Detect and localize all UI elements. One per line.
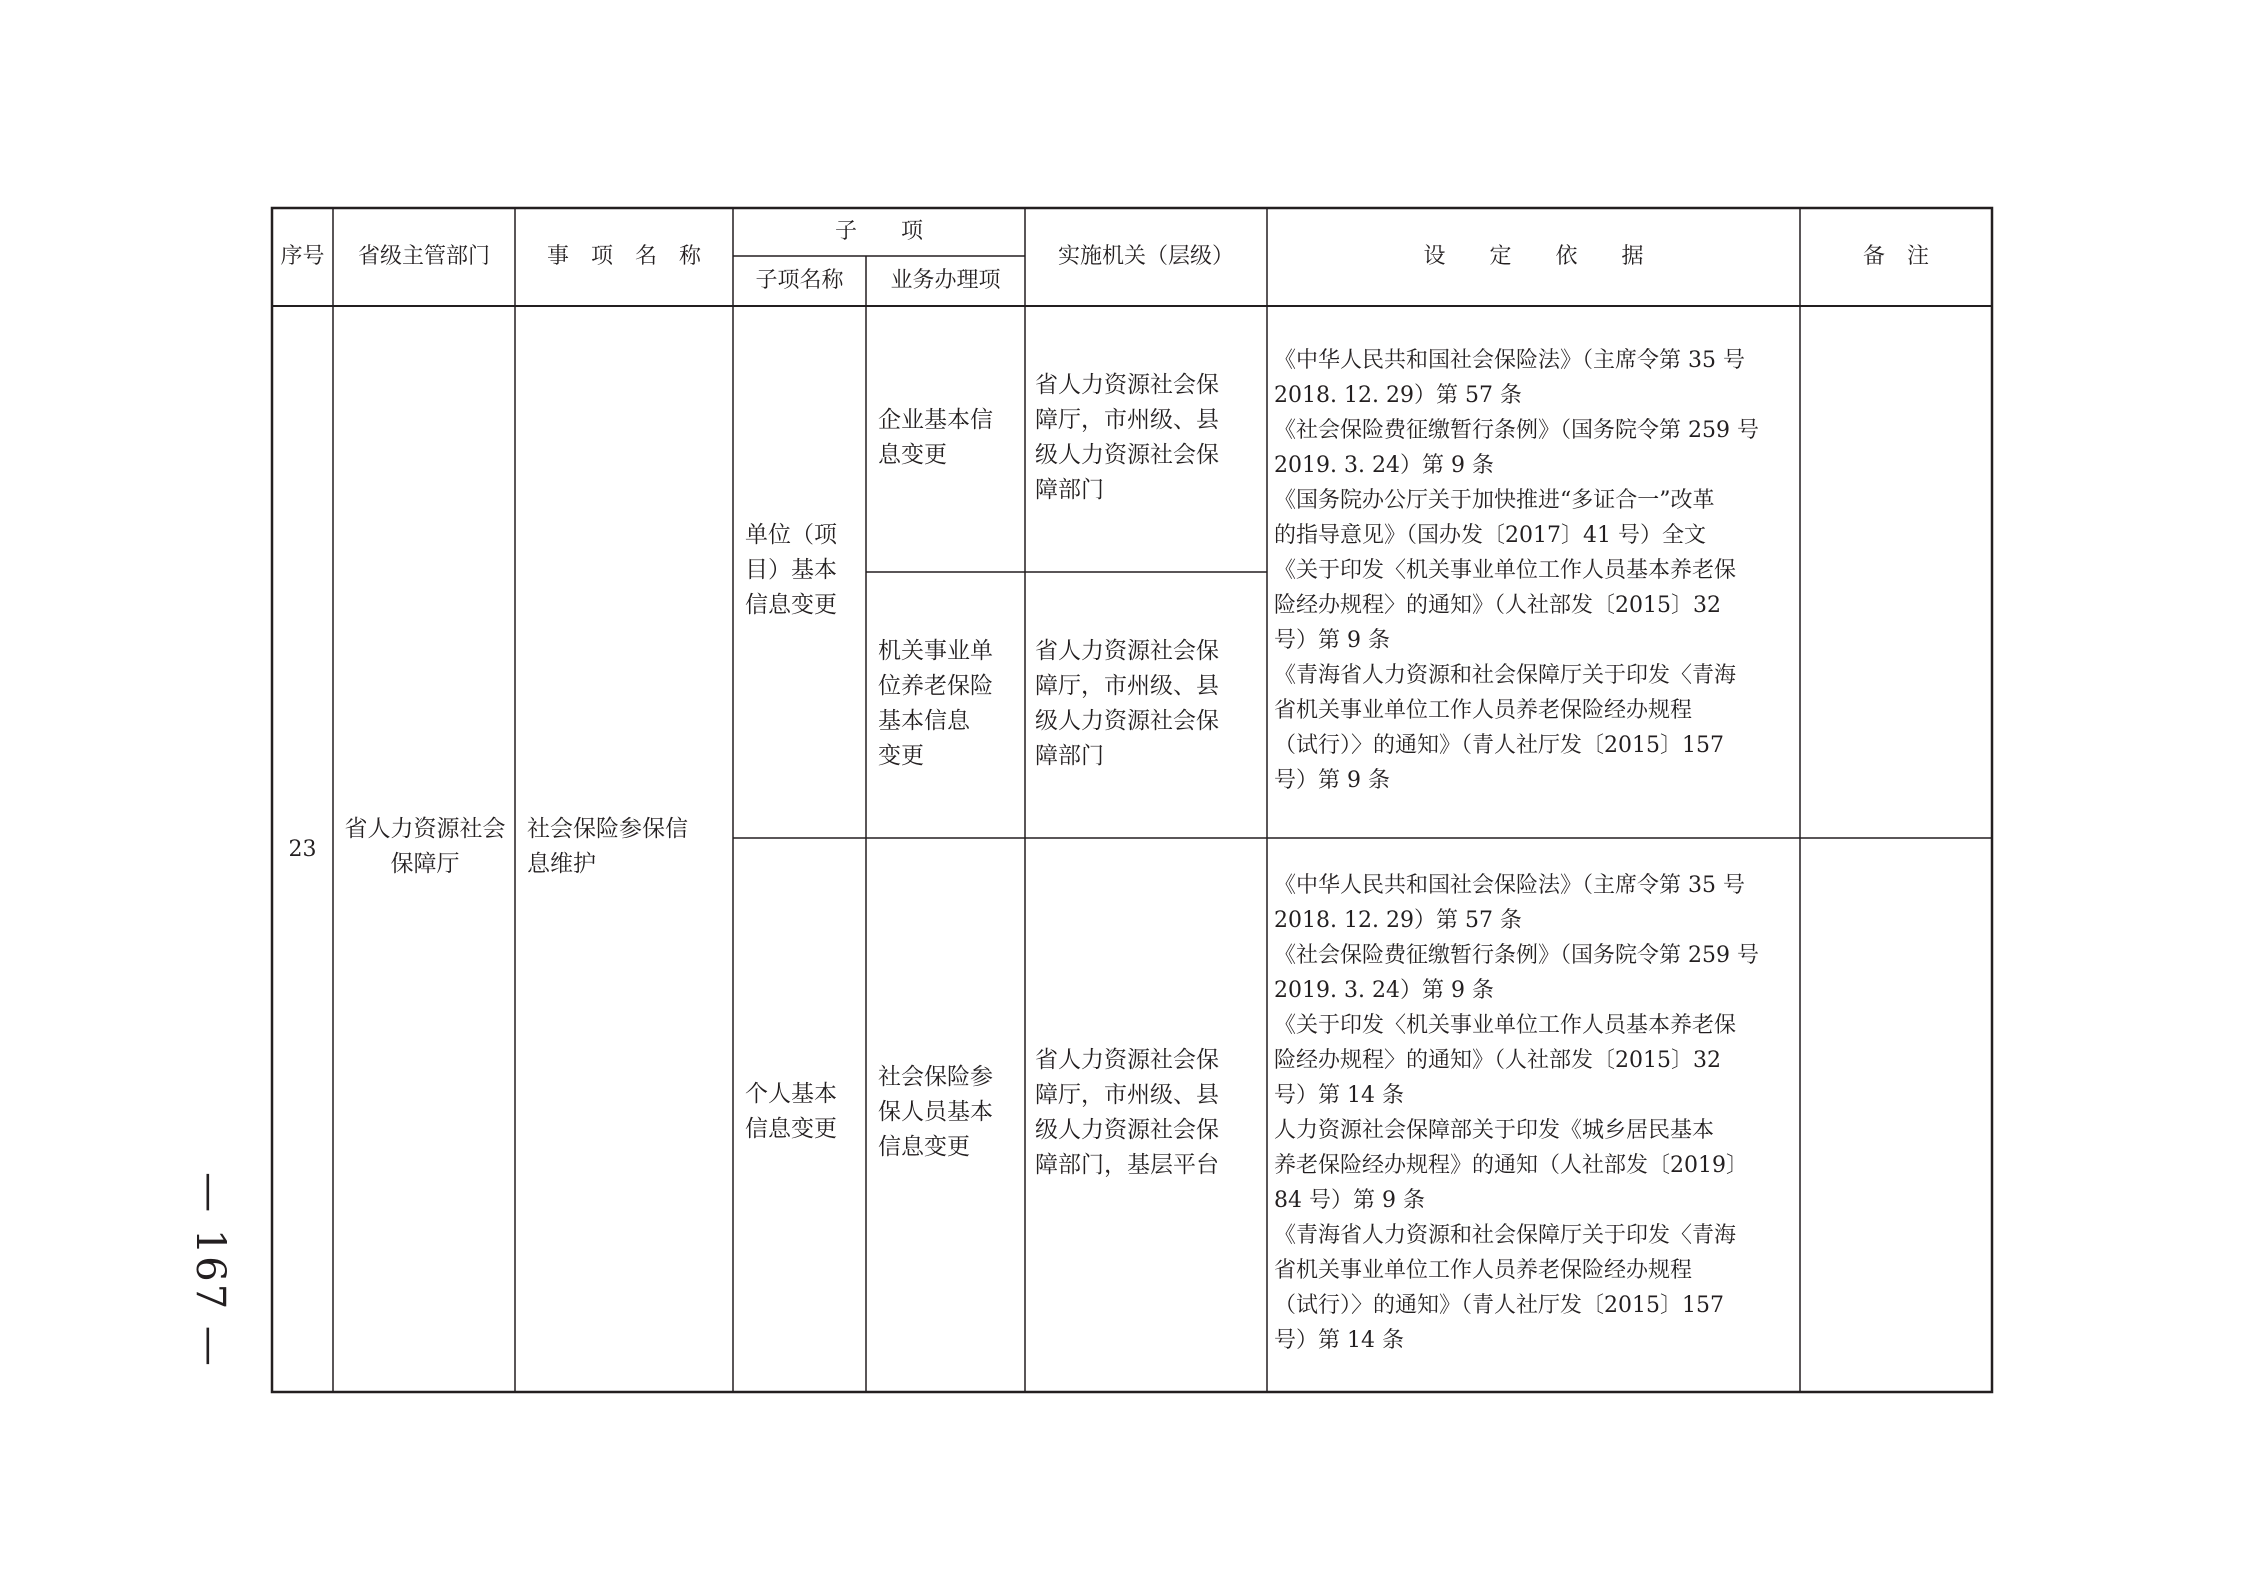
header-subitem: 子 项	[834, 219, 923, 244]
header-item-name: 事 项 名 称	[546, 244, 701, 269]
page-number	[187, 1172, 233, 1368]
basis-unit-info-change: 《中华人民共和国社会保险法》（主席令第 35 号 2018. 12. 29）第 57 条 《社会保险费征缴暂行条例》（国务院令第 259 号 2019. 3. 24）第 9 条 《国务院办公厅关于加快推进“多证合一”改革 的指导意见》（国办发〔2017〕41 号）全文 《关于印发〈机关事业单位工作人员基本养老保 险经办规程〉的通知》（人社部发〔2015〕32 号）第 9 条 《青海省人力资源和社会保障厅关于印发〈青海 省机关事业单位工作人员养老保险经办规程 （试行）〉的通知》（青人社厅发〔2015〕157 号）第 9 条	[1274, 348, 1759, 793]
header-dept: 省级主管部门	[357, 244, 490, 269]
agency-insured-person-info-change: 省人力资源社会保 障厅，市州级、县 级人力资源社会保 障部门，基层平台	[1035, 1047, 1219, 1178]
row-seq: 23	[288, 837, 317, 862]
basis-personal-info-change: 《中华人民共和国社会保险法》（主席令第 35 号 2018. 12. 29）第 57 条 《社会保险费征缴暂行条例》（国务院令第 259 号 2019. 3. 24）第 9 条 《关于印发〈机关事业单位工作人员基本养老保 险经办规程〉的通知》（人社部发〔2015〕32 号）第 14 条 人力资源社会保障部关于印发《城乡居民基本 养老保险经办规程》的通知（人社部发〔2019〕 84 号）第 9 条 《青海省人力资源和社会保障厅关于印发〈青海 省机关事业单位工作人员养老保险经办规程 （试行）〉的通知》（青人社厅发〔2015〕157 号）第 14 条	[1274, 873, 1759, 1353]
header-remarks: 备 注	[1862, 244, 1929, 269]
business-insured-person-info-change: 社会保险参 保人员基本 信息变更	[878, 1064, 993, 1160]
agency-enterprise-info-change: 省人力资源社会保 障厅，市州级、县 级人力资源社会保 障部门	[1035, 372, 1219, 503]
header-basis: 设 定 依 据	[1423, 244, 1644, 269]
header-seq: 序号	[280, 244, 325, 269]
row-item-name: 社会保险参保信 息维护	[527, 816, 688, 877]
header-business: 业务办理项	[890, 268, 1001, 293]
subitem-unit-info-change: 单位（项 目）基本 信息变更	[745, 522, 837, 618]
header-subitem-name: 子项名称	[755, 268, 844, 293]
row-dept: 省人力资源社会 保障厅	[344, 816, 506, 877]
subitem-personal-info-change: 个人基本 信息变更	[745, 1081, 837, 1142]
business-enterprise-info-change: 企业基本信 息变更	[878, 407, 993, 468]
page-number-text: — 167 —	[187, 1172, 233, 1368]
agency-institution-pension-info-change: 省人力资源社会保 障厅，市州级、县 级人力资源社会保 障部门	[1035, 638, 1219, 769]
header-agency: 实施机关（层级）	[1057, 244, 1234, 269]
business-institution-pension-info-change: 机关事业单 位养老保险 基本信息 变更	[878, 638, 993, 769]
